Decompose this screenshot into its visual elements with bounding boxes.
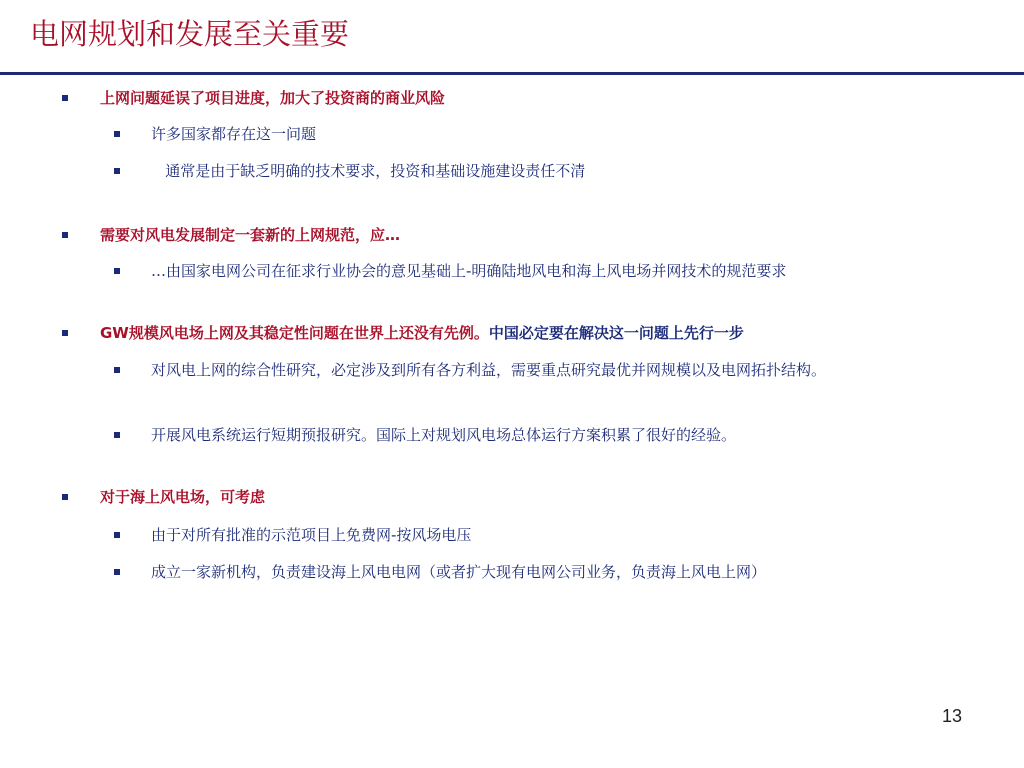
bullet-level2 bbox=[114, 123, 1014, 146]
title-divider bbox=[0, 72, 1024, 75]
bullet-text: 由于对所有批准的示范项目上免费网-按风场电压 bbox=[151, 526, 472, 544]
square-bullet-icon bbox=[62, 232, 68, 238]
square-bullet-icon bbox=[114, 268, 120, 274]
square-bullet-icon bbox=[114, 168, 120, 174]
square-bullet-icon bbox=[62, 95, 68, 101]
bullet-level2 bbox=[114, 260, 1014, 283]
square-bullet-icon bbox=[62, 330, 68, 336]
bullet-text bbox=[62, 322, 1002, 345]
bullet-text: 对于海上风电场，可考虑 bbox=[100, 488, 266, 506]
bullet-text: 对风电上网的综合性研究，必定涉及到所有各方利益，需要重点研究最优并网规模以及电网拓扑结构。 bbox=[151, 361, 827, 379]
square-bullet-icon bbox=[114, 532, 120, 538]
bullet-text: 许多国家都存在这一问题 bbox=[151, 125, 317, 143]
heading-red-part: GW规模风电场上网及其稳定性问题在世界上还没有先例。 bbox=[100, 324, 489, 342]
bullet-text: 成立一家新机构，负责建设海上风电电网（或者扩大现有电网公司业务，负责海上风电上网） bbox=[151, 563, 767, 581]
bullet-level2 bbox=[114, 359, 1014, 382]
bullet-level2 bbox=[114, 424, 1014, 447]
bullet-level2 bbox=[114, 524, 1014, 547]
bullet-text: 通常是由于缺乏明确的技术要求，投资和基础设施建设责任不清 bbox=[151, 162, 586, 180]
square-bullet-icon bbox=[114, 569, 120, 575]
square-bullet-icon bbox=[114, 131, 120, 137]
bullet-text: 上网问题延误了项目进度，加大了投资商的商业风险 bbox=[100, 89, 446, 107]
page-number: 13 bbox=[941, 706, 962, 726]
bullet-level1 bbox=[62, 224, 1002, 247]
bullet-level1 bbox=[62, 322, 1002, 345]
square-bullet-icon bbox=[114, 367, 120, 373]
bullet-level2 bbox=[114, 561, 1014, 584]
square-bullet-icon bbox=[114, 432, 120, 438]
heading-navy-part: 中国必定要在解决这一问题上先行一步 bbox=[488, 324, 744, 342]
bullet-text: …由国家电网公司在征求行业协会的意见基础上-明确陆地风电和海上风电场并网技术的规范要求 bbox=[151, 262, 787, 280]
bullet-level1 bbox=[62, 87, 1002, 110]
bullet-text: 需要对风电发展制定一套新的上网规范，应… bbox=[100, 226, 401, 244]
square-bullet-icon bbox=[62, 494, 68, 500]
bullet-level2 bbox=[114, 160, 1014, 183]
bullet-text: 开展风电系统运行短期预报研究。国际上对规划风电场总体运行方案积累了很好的经验。 bbox=[151, 426, 737, 444]
bullet-level1 bbox=[62, 486, 1002, 509]
slide-title: 电网规划和发展至关重要 bbox=[30, 17, 350, 51]
